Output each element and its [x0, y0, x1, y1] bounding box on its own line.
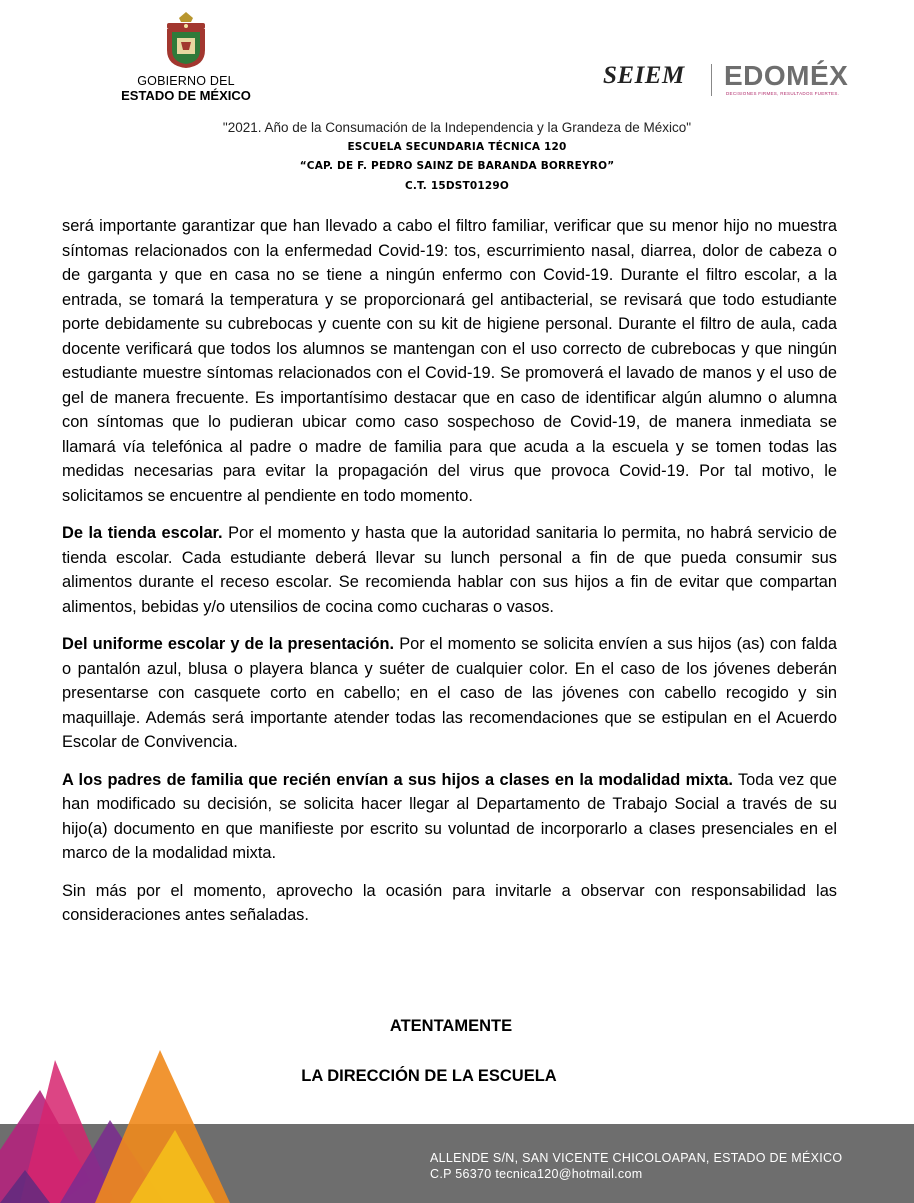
gov-name-line1: GOBIERNO DEL [137, 74, 235, 88]
edomex-tagline: DECISIONES FIRMES, RESULTADOS FUERTES. [726, 91, 840, 96]
logo-separator [711, 64, 712, 96]
footer-email: C.P 56370 tecnica120@hotmail.com [430, 1167, 643, 1181]
paragraph-school-store [62, 521, 837, 619]
school-name: ESCUELA SECUNDARIA TÉCNICA 120 [347, 141, 567, 153]
heading-uniform: Del uniforme escolar y de la presentación. [62, 635, 395, 653]
gov-name-line2: ESTADO DE MÉXICO [121, 88, 251, 103]
edomex-logo: EDOMÉX [724, 60, 849, 91]
heading-mixed-modality: A los padres de familia que recién envían a sus hijos a clases en la modalidad mixta. [62, 770, 733, 789]
paragraph-mixed-modality [62, 768, 837, 866]
closing-signature: LA DIRECCIÓN DE LA ESCUELA [301, 1067, 557, 1085]
coat-of-arms-icon [161, 10, 211, 70]
seiem-edomex-logos [600, 58, 890, 102]
decorative-mountains-graphic [0, 1030, 260, 1203]
letter-body [62, 214, 837, 941]
text-uniform: Por el momento se solicita envíen a sus hijos (as) con falda o pantalón azul, blusa o playera blanca y suéter de cualquier color. En el caso de los jóvenes deberán presentarse con casquete corto en cabello; en el caso de las jóvenes con cabello recogido y sin maquillaje. Además será importante atender todas las recomendaciones que se estipulan en el Acuerdo Escolar de Convivencia. [62, 635, 837, 751]
paragraph-covid-filters: será importante garantizar que han llevado a cabo el filtro familiar, verificar que su menor hijo no muestra síntomas relacionados con la enfermedad Covid-19: tos, escurrimiento nasal, diarrea, dolor de cabeza o de garganta y que en casa no se tiene a ningún enfermo con Covid-19. Durante el filtro escolar, a la entrada, se tomará la temperatura y se proporcionará gel antibacterial, se revisará que todo estudiante porte debidamente su cubrebocas y cuente con su kit de higiene personal. Durante el filtro de aula, cada docente verificará que todos los alumnos se mantengan con el uso correcto de cubrebocas y que ningún estudiante muestre síntomas relacionados con el Covid-19. Se promoverá el lavado de manos y el uso de gel de manera frecuente. Es importantísimo destacar que en caso de identificar algún alumno o alumna con síntomas que lo pudieran ubicar como caso sospechoso de Covid-19, de manera inmediata se llamará vía telefónica al padre o madre de familia para que acuda a la escuela y se tomen todas las medidas necesarias para evitar la propagación del virus que provoca Covid-19. Por tal motivo, le solicitamos se encuentre al pendiente en todo momento. [62, 217, 837, 505]
heading-school-store: De la tienda escolar. [62, 524, 223, 542]
seiem-logo: SEIEM [603, 62, 685, 89]
text-mixed-modality: Toda vez que han modificado su decisión, se solicita hacer llegar al Departamento de Trabajo Social a través de su hijo(a) documento en que manifieste por escrito su voluntad de incorporarlo a clases presenciales en el marco de la modalidad mixta. [62, 770, 837, 862]
paragraph-closing-remark: Sin más por el momento, aprovecho la ocasión para invitarle a observar con responsabilidad las consideraciones antes señaladas. [62, 881, 837, 924]
text-school-store: Por el momento y hasta que la autoridad sanitaria lo permita, no habrá servicio de tienda escolar. Cada estudiante deberá llevar su lunch personal a fin de que pueda consumir sus alimentos durante el receso escolar. Se recomienda hablar con sus hijos a fin de evitar que compartan alimentos, bebidas y/o utensilios de cocina como cucharas o vasos. [62, 524, 838, 616]
school-honoree: “CAP. DE F. PEDRO SAINZ DE BARANDA BORREYRO” [299, 160, 615, 172]
year-motto: "2021. Año de la Consumación de la Independencia y la Grandeza de México" [222, 120, 692, 135]
gobierno-logo [112, 10, 260, 110]
school-ct: C.T. 15DST0129O [404, 180, 510, 192]
paragraph-uniform [62, 632, 837, 755]
footer-address: ALLENDE S/N, SAN VICENTE CHICOLOAPAN, ESTADO DE MÉXICO [430, 1151, 843, 1165]
closing-atentamente: ATENTAMENTE [389, 1017, 513, 1035]
footer-contact [430, 1150, 842, 1182]
